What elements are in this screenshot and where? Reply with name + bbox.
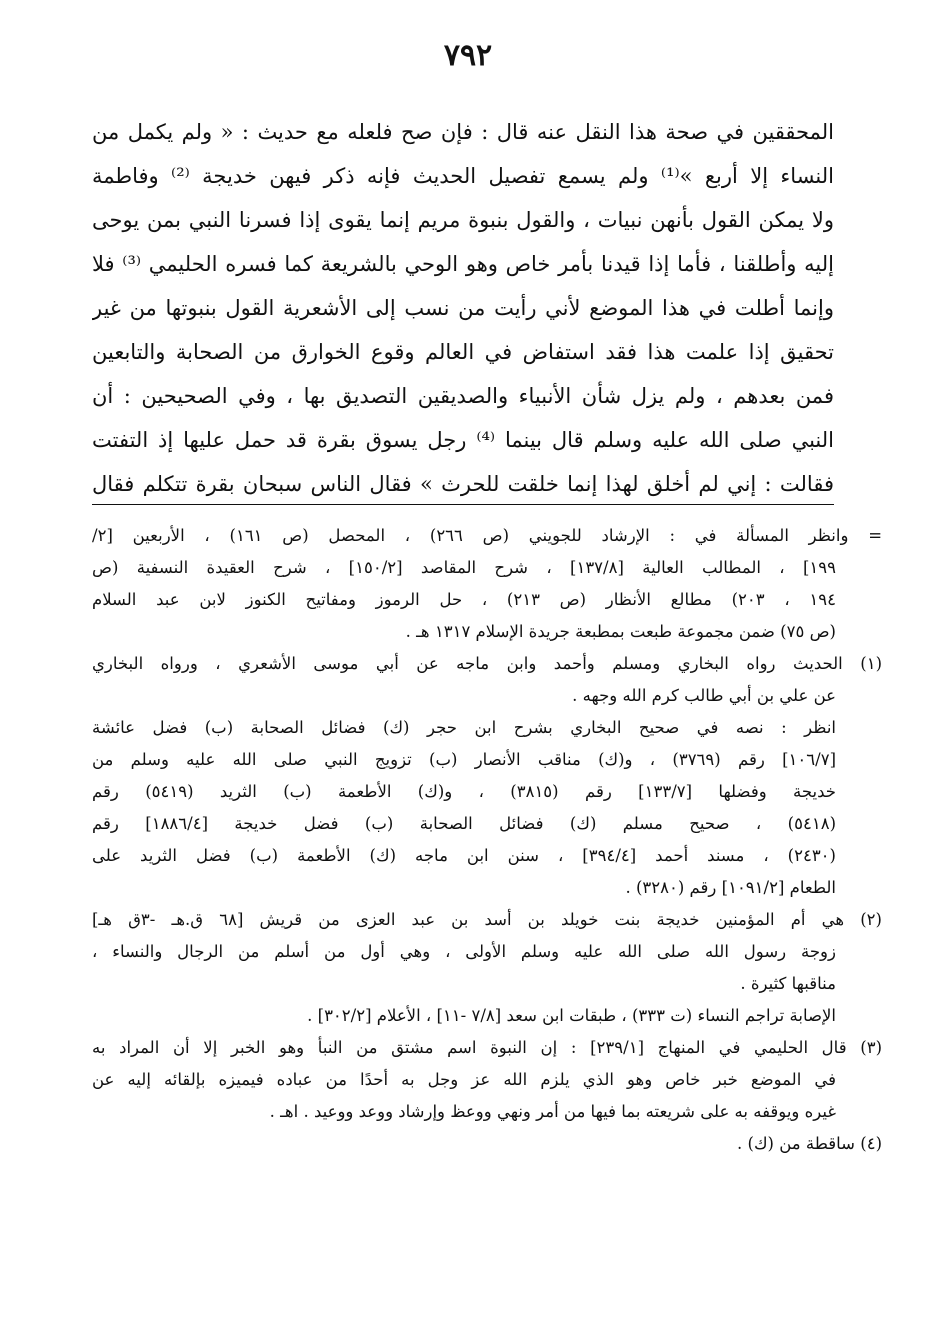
main-text-body — [92, 110, 834, 505]
footnote-line: (٤) ساقطة من (ك) . — [737, 1134, 882, 1153]
footnote-line: (ص ٧٥) ضمن مجموعة طبعت بمطبعة جريدة الإسلام ١٣١٧ هـ . — [405, 622, 836, 641]
page-number: ٧٩٢ — [443, 38, 493, 73]
main-text-line: المحققين في صحة هذا النقل عنه قال : فإن صح فلعله مع حديث : « ولم يكمل من — [92, 120, 834, 144]
main-text-line: إليه وأطلقنا ، فأما إذا قيدنا بأمر خاص وهو الوحي بالشريعة كما فسره الحليمي ⁽³⁾ فلا — [92, 252, 834, 276]
footnote-1 — [92, 648, 882, 904]
footnote-line: (٥٤١٨) ، صحيح مسلم (ك) فضائل الصحابة (ب) فضل خديجة [١٨٨٦/٤] رقم — [92, 814, 836, 833]
footnote-3 — [92, 1032, 882, 1128]
footnote-line: زوجة رسول الله صلى الله عليه وسلم الأولى ، وهي أول من أسلم من الرجال والنساء ، — [92, 942, 836, 961]
main-text-line: النساء إلا أربع »⁽¹⁾ ولم يسمع تفصيل الحديث فإنه ذكر فيهن خديجة ⁽²⁾ وفاطمة — [92, 164, 834, 188]
footnote-2 — [92, 904, 882, 1032]
footnote-line: = وانظر المسألة في : الإرشاد للجويني (ص ٢٦٦) ، المحصل (ص ١٦١) ، الأربعين [٢/ — [92, 526, 882, 545]
footnote-line: خديجة وفضلها [١٣٣/٧] رقم (٣٨١٥) ، و(ك) الأطعمة (ب) الثريد (٥٤١٩) رقم — [92, 782, 836, 801]
footnote-line: مناقبها كثيرة . — [740, 974, 836, 993]
footnote-line: (٢) هي أم المؤمنين خديجة بنت خويلد بن أسد بن عبد العزى من قريش [٦٨ ق.هـ -٣ق هـ] — [92, 910, 882, 929]
footnote-line: انظر : نصه في صحيح البخاري بشرح ابن حجر (ك) فضائل الصحابة (ب) فضل عائشة — [92, 718, 837, 737]
footnote-4 — [92, 1128, 882, 1160]
footnote-line: ١٩٤ ، ٢٠٣) مطالع الأنظار (ص ٢١٣) ، حل الرموز ومفاتيح الكنوز لابن عبد السلام — [92, 590, 836, 609]
footnote-line: (٢٤٣٠) ، مسند أحمد [٣٩٤/٤] ، سنن ابن ماجه (ك) الأطعمة (ب) فضل الثريد على — [92, 846, 836, 865]
footnote-line: (١) الحديث رواه البخاري ومسلم وأحمد وابن ماجه عن أبي موسى الأشعري ، ورواه البخاري — [92, 654, 882, 673]
footnote-line: ١٩٩] ، المطالب العالية [١٣٧/٨] ، شرح المقاصد [١٥٠/٢] ، شرح العقيدة النسفية (ص — [92, 558, 837, 577]
footnotes-section — [92, 520, 882, 1160]
footnote-line: الإصابة تراجم النساء (ت ٣٣٣) ، طبقات ابن سعد [٧/٨ -١١] ، الأعلام [٣٠٢/٢] . — [307, 1006, 836, 1025]
footnote-line: في الموضع خبر خاص وهو الذي يلزم الله عز وجل به أحدًا من عباده فيميزه بإلقائه إليه عن — [92, 1070, 836, 1089]
footnote-line: (٣) قال الحليمي في المنهاج [٢٣٩/١] : إن النبوة اسم مشتق من النبأ وهو الخبر إلا أن المراد به — [92, 1038, 882, 1057]
main-text-line: النبي صلى الله عليه وسلم قال بينما ⁽⁴⁾ رجل يسوق بقرة قد حمل عليها إذ التفتت — [92, 428, 834, 452]
main-text-line: وإنما أطلت في هذا الموضع لأني رأيت من نسب إلى الأشعرية القول بنبوتها من غير — [92, 296, 834, 320]
main-text-line: تحقيق إذا علمت هذا فقد استفاض في العالم وقوع الخوارق من الصحابة والتابعين — [92, 340, 834, 364]
footnote-continuation — [92, 520, 882, 648]
footnote-line: الطعام [١٠٩١/٢] رقم (٣٢٨٠) . — [625, 878, 836, 897]
main-text-line: فقالت : إني لم أخلق لهذا إنما خلقت للحرث » فقال الناس سبحان بقرة تتكلم فقال — [92, 462, 834, 505]
footnote-line: عن علي بن أبي طالب كرم الله وجهه . — [572, 686, 836, 705]
main-text-line: ولا يمكن القول بأنهن نبيات ، والقول بنبوة مريم إنما يقوى إذا فسرنا النبي بمن يوحى — [92, 208, 834, 232]
main-text-line: فمن بعدهم ، ولم يزل شأن الأنبياء والصديقين التصديق بها ، وفي الصحيحين : أن — [92, 384, 834, 408]
footnote-line: غيره ويوقفه به على شريعته بما فيها من أمر ونهي ووعظ وإرشاد ووعد ووعيد . اهـ . — [269, 1102, 836, 1121]
footnote-line: [١٠٦/٧] رقم (٣٧٦٩) ، و(ك) مناقب الأنصار (ب) تزويج النبي صلى الله عليه وسلم من — [92, 750, 836, 769]
